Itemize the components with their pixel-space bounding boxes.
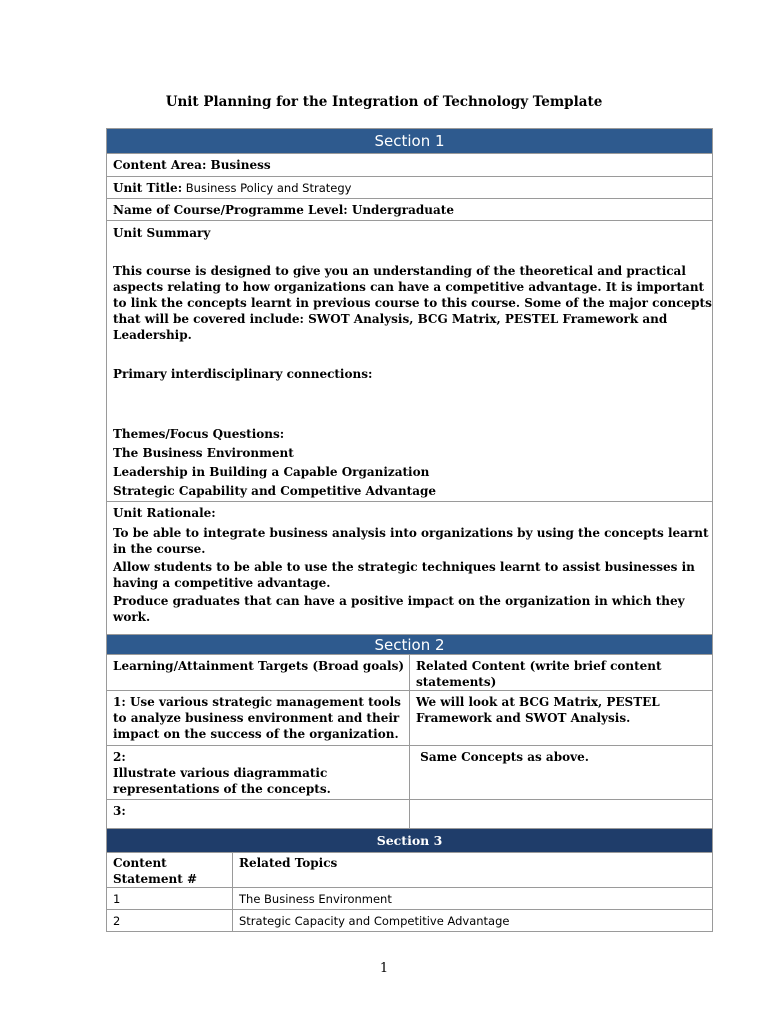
theme-item: The Business Environment	[113, 446, 294, 460]
course-level: Name of Course/Programme Level: Undergraduate	[107, 199, 713, 221]
target-cell	[107, 746, 410, 800]
section3-table	[106, 828, 713, 932]
unit-title-value: Business Policy and Strategy	[182, 181, 352, 195]
rationale-item: Produce graduates that can have a positive impact on the organization in which they work.	[113, 594, 685, 624]
section1-header: Section 1	[107, 129, 713, 154]
theme-item: Strategic Capability and Competitive Advantage	[113, 484, 437, 498]
unit-title-row	[107, 177, 713, 199]
content-area: Content Area: Business	[107, 154, 713, 177]
related-content-cell: Same Concepts as above.	[410, 746, 713, 800]
rationale-item: Allow students to be able to use the strategic techniques learnt to assist businesses in having a competitive advantage.	[113, 560, 695, 590]
content-statement-number: 2	[107, 910, 233, 932]
unit-summary-label: Unit Summary	[113, 226, 211, 240]
unit-rationale-cell	[107, 502, 713, 650]
unit-title-label: Unit Title:	[113, 181, 183, 195]
target-text: Illustrate various diagrammatic representations of the concepts.	[113, 766, 331, 796]
target-number: 2:	[113, 750, 126, 764]
document-title: Unit Planning for the Integration of Technology Template	[165, 94, 603, 110]
related-content-cell: We will look at BCG Matrix, PESTEL Framework and SWOT Analysis.	[410, 691, 713, 746]
target-cell: 1: Use various strategic management tools to analyze business environment and their impact on the success of the organization.	[107, 691, 410, 746]
related-topics-column-header: Related Topics	[233, 853, 713, 888]
targets-column-header: Learning/Attainment Targets (Broad goals)	[107, 655, 410, 691]
section1-table	[106, 128, 713, 650]
section2-header: Section 2	[107, 635, 713, 655]
section3-header: Section 3	[107, 829, 713, 853]
section2-table	[106, 634, 713, 840]
table-row	[107, 888, 713, 910]
unit-rationale-label: Unit Rationale:	[113, 506, 216, 520]
target-cell: 3:	[107, 800, 410, 840]
themes-label: Themes/Focus Questions:	[113, 427, 285, 441]
table-row	[107, 910, 713, 932]
related-topic: The Business Environment	[233, 888, 713, 910]
interdisciplinary-connections-label: Primary interdisciplinary connections:	[113, 367, 373, 381]
unit-summary-text: This course is designed to give you an understanding of the theoretical and practical aspects relating to how organizations can have a competitive advantage. It is important to link the concepts learnt in previous course to this course. Some of the major concepts that will be covered include: SWOT Analysis, BCG Matrix, PESTEL Framework and Leadership.	[113, 264, 712, 342]
unit-summary-cell	[107, 221, 713, 502]
rationale-item: To be able to integrate business analysis into organizations by using the concepts learnt in the course.	[113, 526, 709, 556]
content-statement-number: 1	[107, 888, 233, 910]
related-topic: Strategic Capacity and Competitive Advantage	[233, 910, 713, 932]
theme-item: Leadership in Building a Capable Organization	[113, 465, 430, 479]
content-statement-column-header: Content Statement #	[107, 853, 233, 888]
related-content-column-header: Related Content (write brief content statements)	[410, 655, 713, 691]
page-number: 1	[379, 961, 389, 976]
